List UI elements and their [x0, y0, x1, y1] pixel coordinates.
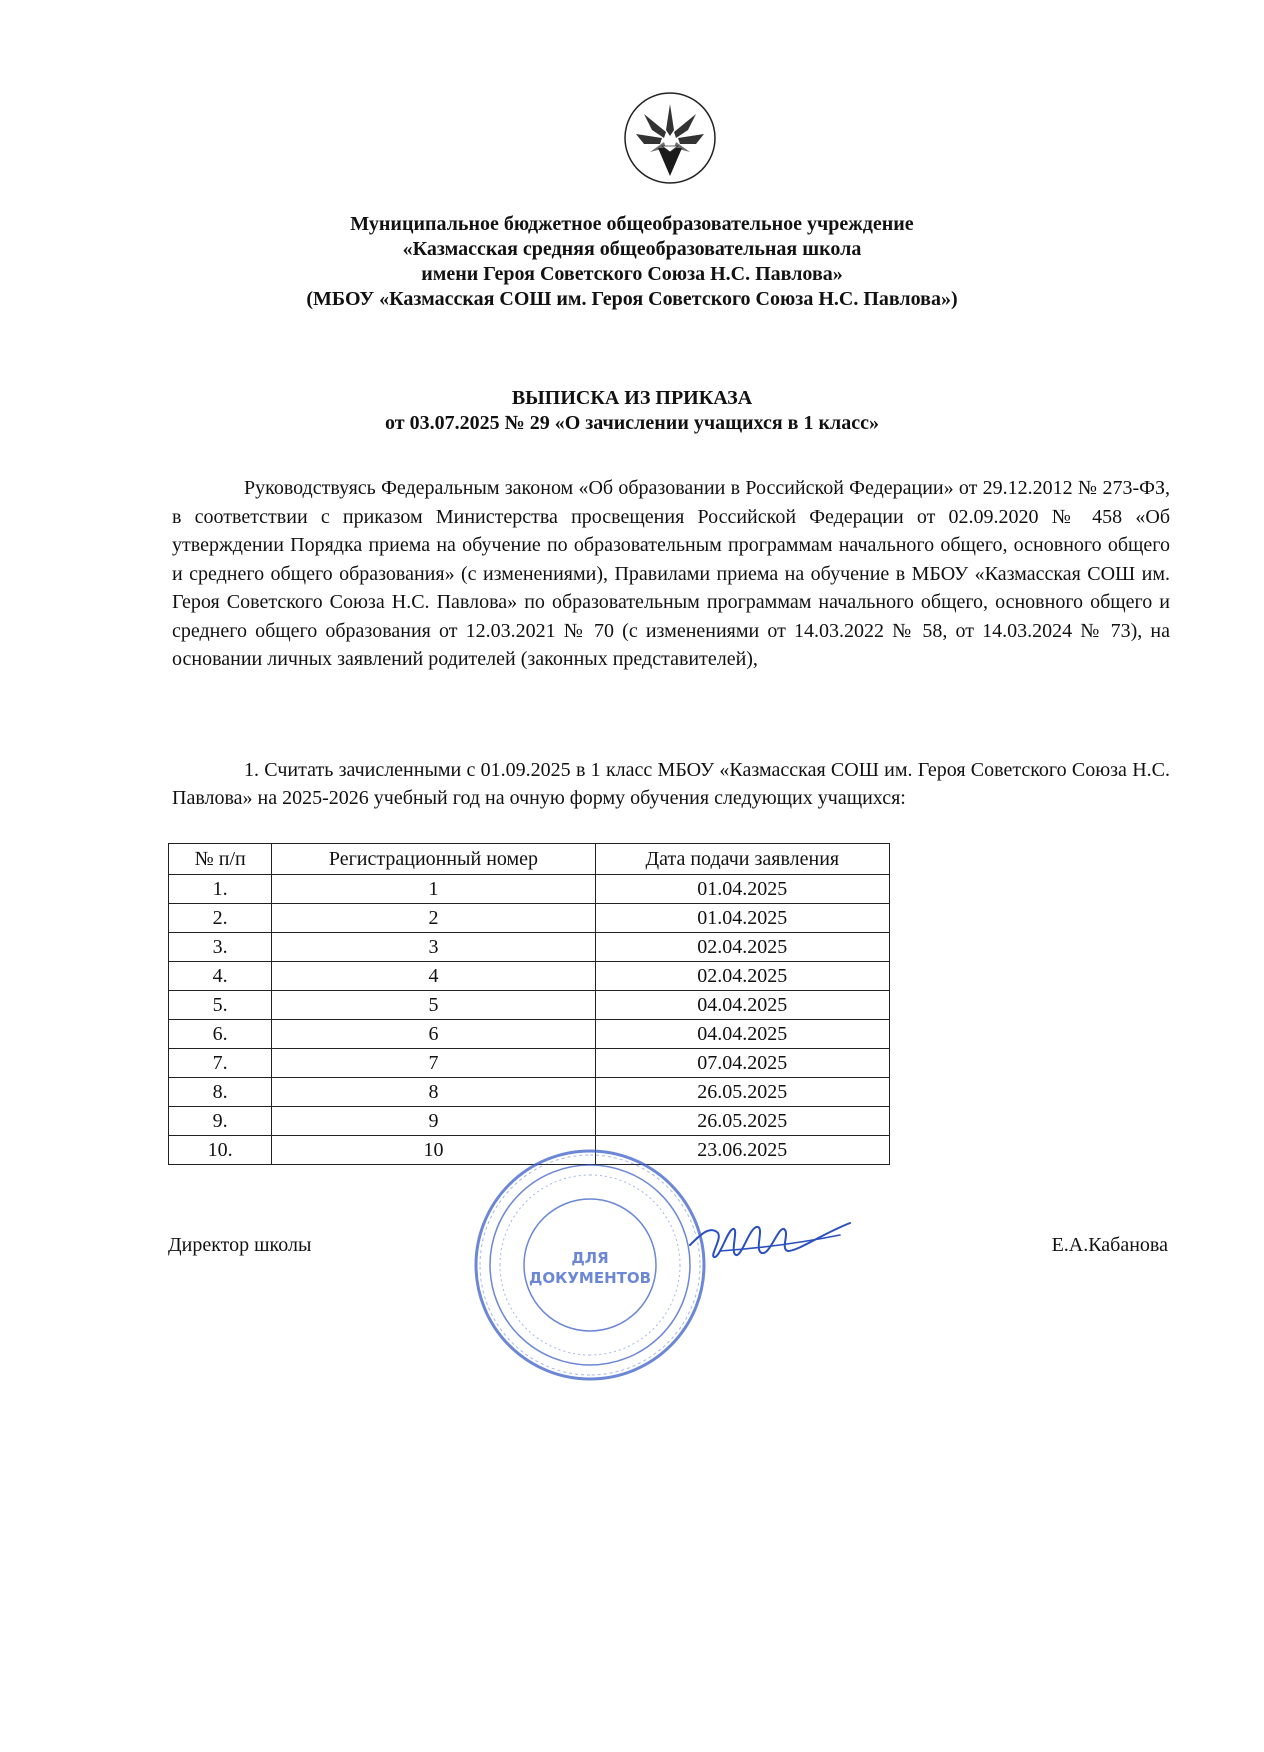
cell-number: 1.	[169, 875, 272, 904]
title-line-1: ВЫПИСКА ИЗ ПРИКАЗА	[511, 387, 753, 409]
cell-number: 2.	[169, 904, 272, 933]
table-header-row	[169, 844, 890, 875]
org-line: имени Героя Советского Союза Н.С. Павлова»	[421, 263, 843, 285]
table-row	[169, 1078, 890, 1107]
cell-registration-number: 8	[272, 1078, 595, 1107]
cell-registration-number: 6	[272, 1020, 595, 1049]
handwritten-signature-icon	[680, 1205, 860, 1275]
preamble-paragraph: Руководствуясь Федеральным законом «Об образовании в Российской Федерации» от 29.12.2012 № 273-ФЗ, в соответствии с приказом Министерства просвещения Российской Федерации от 02.09.2020 № 458 «Об утверждении Порядка приема на обучение по образовательным программам начального общего, основного общего и среднего общего образования» (с изменениями), Правилами приема на обучение в МБОУ «Казмасская СОШ им. Героя Советского Союза Н.С. Павлова» по образовательным программам начального общего, основного общего и среднего общего образования от 12.03.2021 № 70 (с изменениями от 14.03.2022 № 58, от 14.03.2024 № 73), на основании личных заявлений родителей (законных представителей),	[172, 477, 1170, 670]
column-header-registration: Регистрационный номер	[272, 844, 595, 875]
students-table	[168, 843, 890, 1165]
table-row	[169, 1107, 890, 1136]
column-header-number: № п/п	[169, 844, 272, 875]
table-body	[169, 875, 890, 1165]
cell-number: 9.	[169, 1107, 272, 1136]
cell-application-date: 02.04.2025	[595, 933, 889, 962]
cell-registration-number: 5	[272, 991, 595, 1020]
title-line-2: от 03.07.2025 № 29 «О зачислении учащихся в 1 класс»	[385, 412, 879, 434]
cell-application-date: 26.05.2025	[595, 1107, 889, 1136]
cell-application-date: 04.04.2025	[595, 991, 889, 1020]
stamp-text-2: ДОКУМЕНТОВ	[528, 1269, 652, 1287]
cell-registration-number: 7	[272, 1049, 595, 1078]
org-line: Муниципальное бюджетное общеобразовательное учреждение	[350, 213, 914, 235]
table-row	[169, 904, 890, 933]
cell-application-date: 01.04.2025	[595, 875, 889, 904]
cell-registration-number: 9	[272, 1107, 595, 1136]
cell-application-date: 26.05.2025	[595, 1078, 889, 1107]
cell-registration-number: 10	[272, 1136, 595, 1165]
cell-application-date: 07.04.2025	[595, 1049, 889, 1078]
cell-number: 10.	[169, 1136, 272, 1165]
table-row	[169, 962, 890, 991]
cell-number: 8.	[169, 1078, 272, 1107]
cell-number: 4.	[169, 962, 272, 991]
table-row	[169, 875, 890, 904]
org-line: «Казмасская средняя общеобразовательная школа	[402, 238, 862, 260]
table-row	[169, 1020, 890, 1049]
organization-header	[150, 212, 1114, 312]
cell-registration-number: 4	[272, 962, 595, 991]
cell-number: 3.	[169, 933, 272, 962]
cell-number: 7.	[169, 1049, 272, 1078]
table-row	[169, 991, 890, 1020]
cell-application-date: 04.04.2025	[595, 1020, 889, 1049]
org-line: (МБОУ «Казмасская СОШ им. Героя Советского Союза Н.С. Павлова»)	[306, 288, 958, 310]
signatory-position: Директор школы	[168, 1234, 312, 1256]
clause-1-paragraph: 1. Считать зачисленными с 01.09.2025 в 1 класс МБОУ «Казмасская СОШ им. Героя Советского Союза Н.С. Павлова» на 2025-2026 учебный год на очную форму обучения следующих учащихся:	[172, 759, 1170, 809]
cell-registration-number: 3	[272, 933, 595, 962]
column-header-date: Дата подачи заявления	[595, 844, 889, 875]
stamp-text-1: ДЛЯ	[571, 1249, 609, 1267]
cell-number: 5.	[169, 991, 272, 1020]
table-row	[169, 1049, 890, 1078]
official-stamp-icon	[470, 1145, 710, 1385]
cell-number: 6.	[169, 1020, 272, 1049]
table-row	[169, 933, 890, 962]
cell-application-date: 02.04.2025	[595, 962, 889, 991]
school-emblem-icon	[622, 90, 718, 186]
document-title	[150, 386, 1114, 436]
cell-registration-number: 2	[272, 904, 595, 933]
cell-application-date: 23.06.2025	[595, 1136, 889, 1165]
cell-registration-number: 1	[272, 875, 595, 904]
signatory-name: Е.А.Кабанова	[1051, 1234, 1168, 1256]
cell-application-date: 01.04.2025	[595, 904, 889, 933]
